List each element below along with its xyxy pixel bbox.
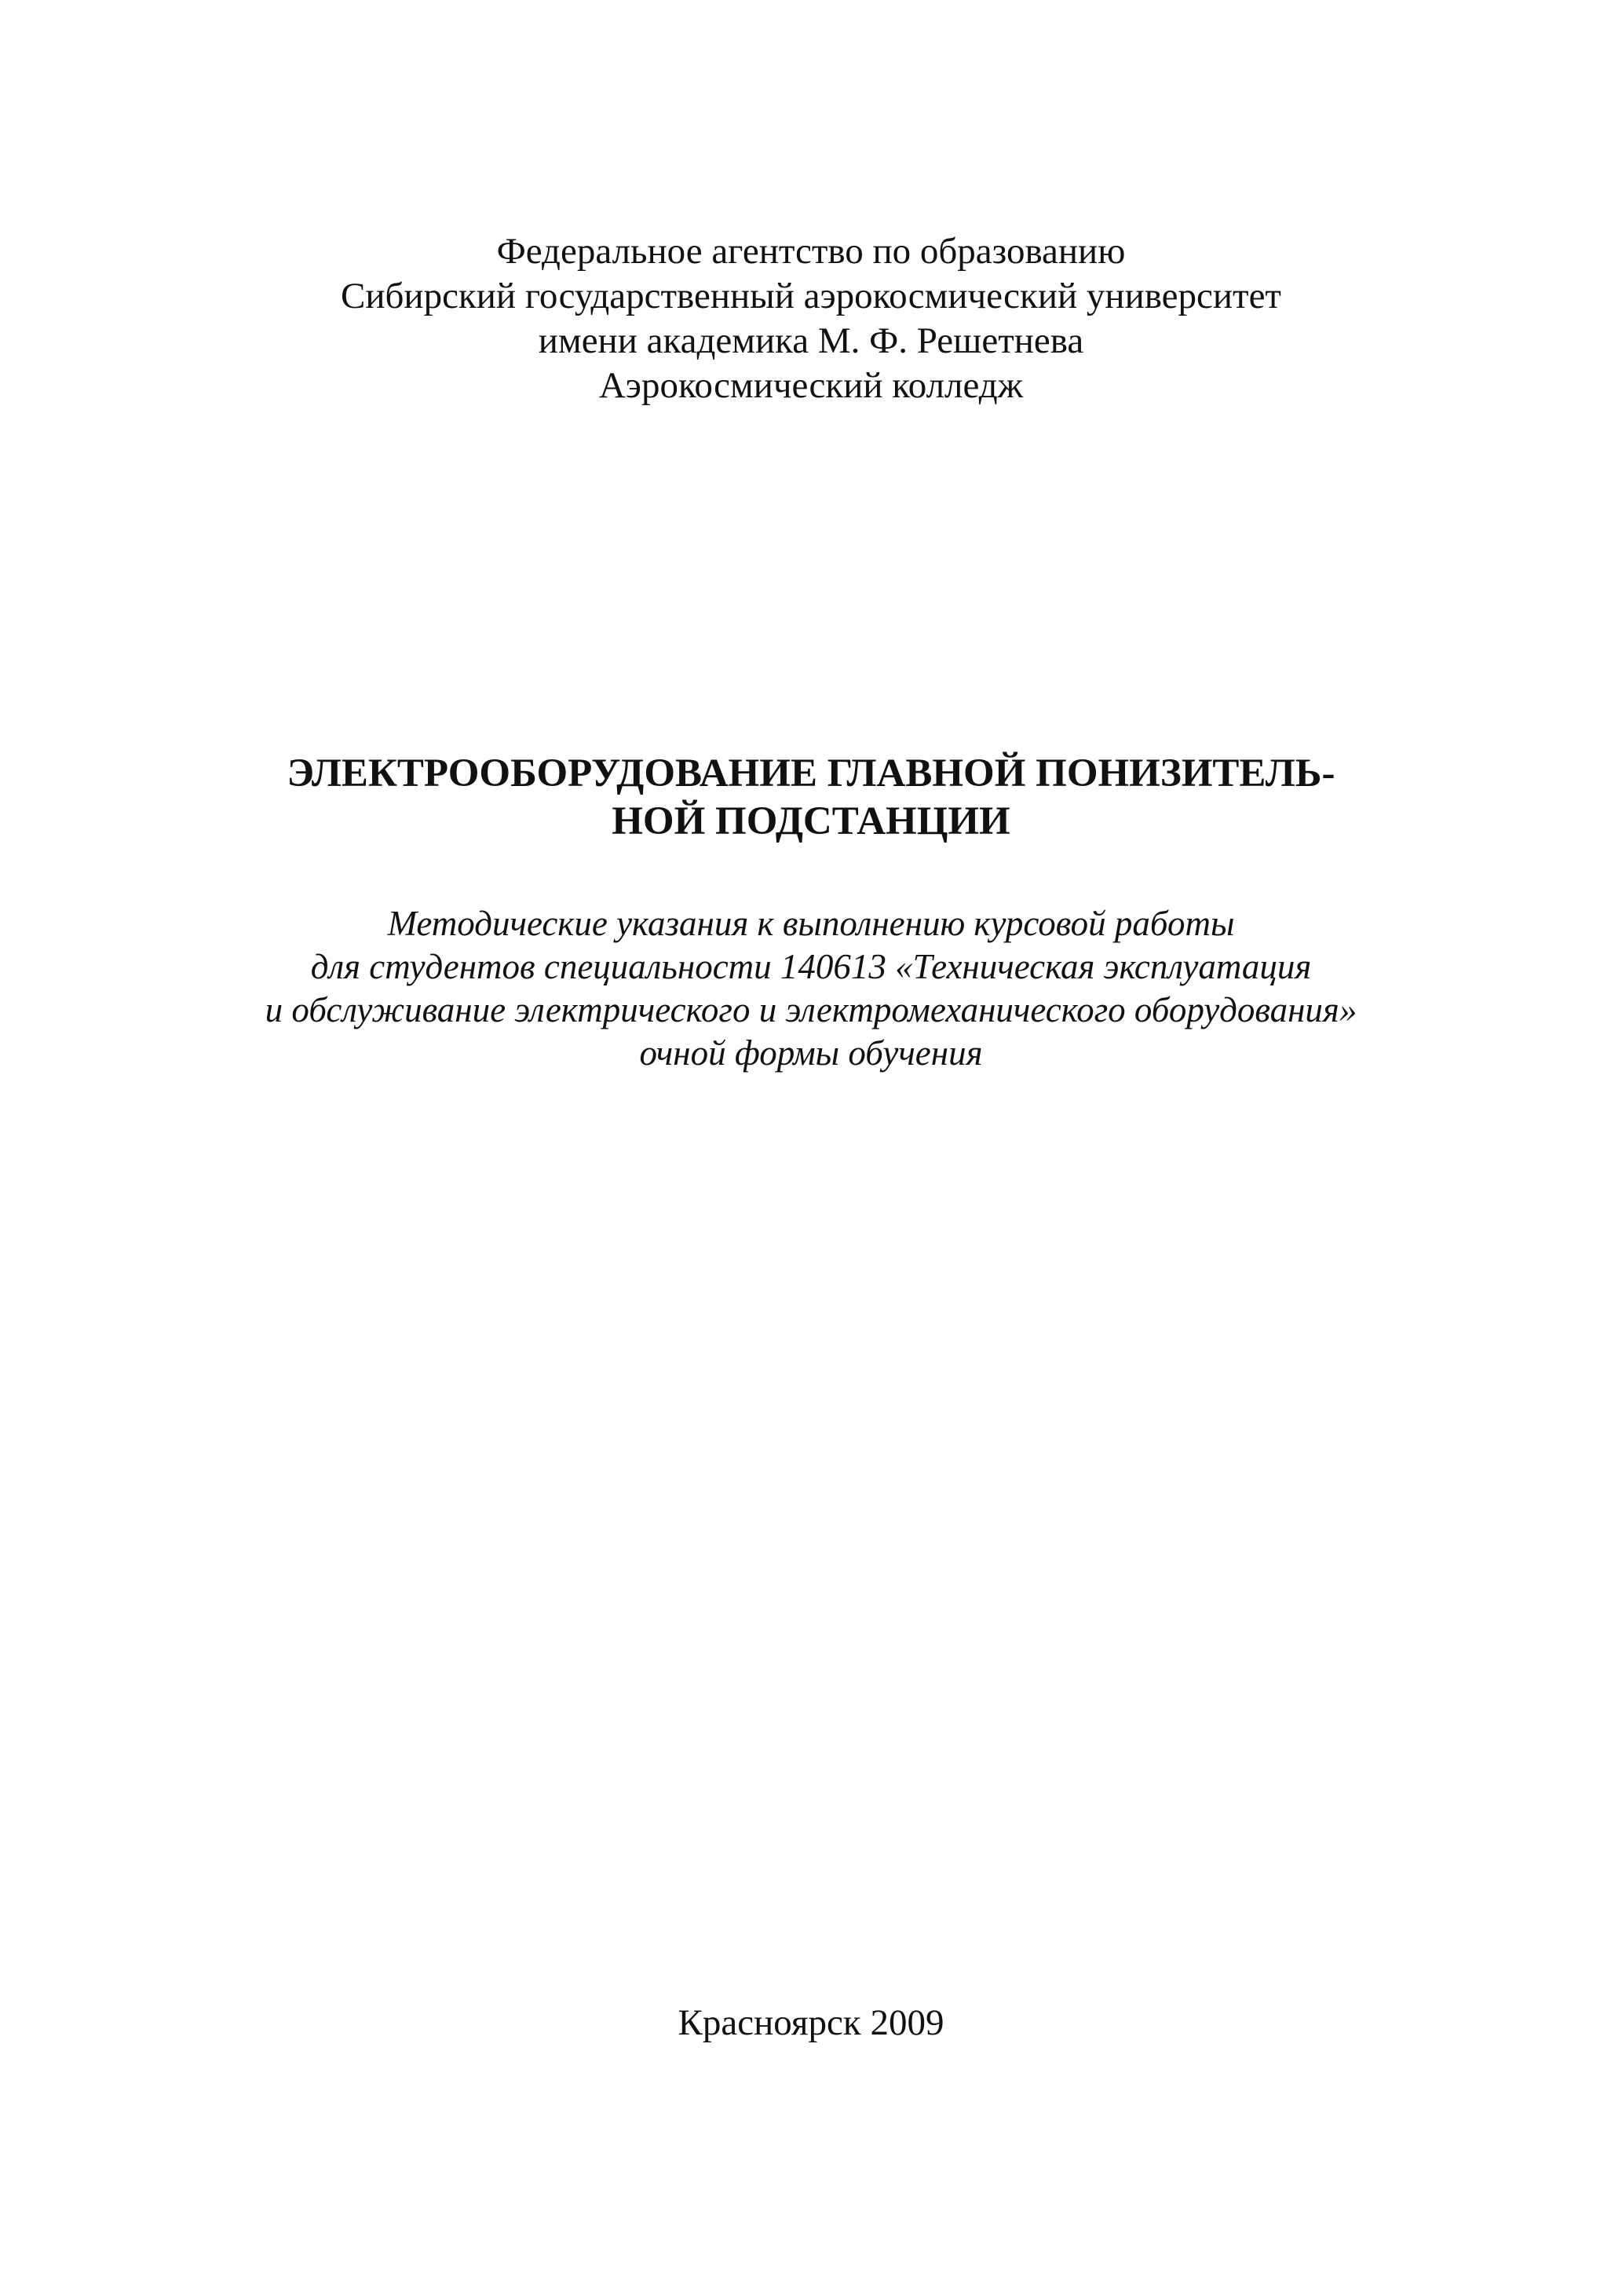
document-subtitle [0, 902, 1622, 1075]
header-line-agency: Федеральное агентство по образованию [496, 231, 1126, 272]
institution-header [0, 229, 1622, 408]
subtitle-line-3: и обслуживание электрического и электромеханического оборудования» [265, 990, 1357, 1029]
document-title [0, 750, 1622, 846]
header-line-named-after: имени академика М. Ф. Решетнева [538, 320, 1084, 361]
footer-city-year: Красноярск 2009 [678, 2002, 944, 2043]
subtitle-line-4: очной формы обучения [639, 1033, 983, 1073]
header-line-college: Аэрокосмический колледж [598, 365, 1024, 406]
header-line-university: Сибирский государственный аэрокосмический университет [341, 276, 1281, 316]
subtitle-line-2: для студентов специальности 140613 «Техническая эксплуатация [310, 947, 1312, 986]
subtitle-line-1: Методические указания к выполнению курсовой работы [387, 904, 1235, 943]
title-line-2: НОЙ ПОДСТАНЦИИ [612, 799, 1010, 843]
title-line-1: ЭЛЕКТРООБОРУДОВАНИЕ ГЛАВНОЙ ПОНИЗИТЕЛЬ- [287, 751, 1335, 795]
publication-place-year [0, 2001, 1622, 2046]
